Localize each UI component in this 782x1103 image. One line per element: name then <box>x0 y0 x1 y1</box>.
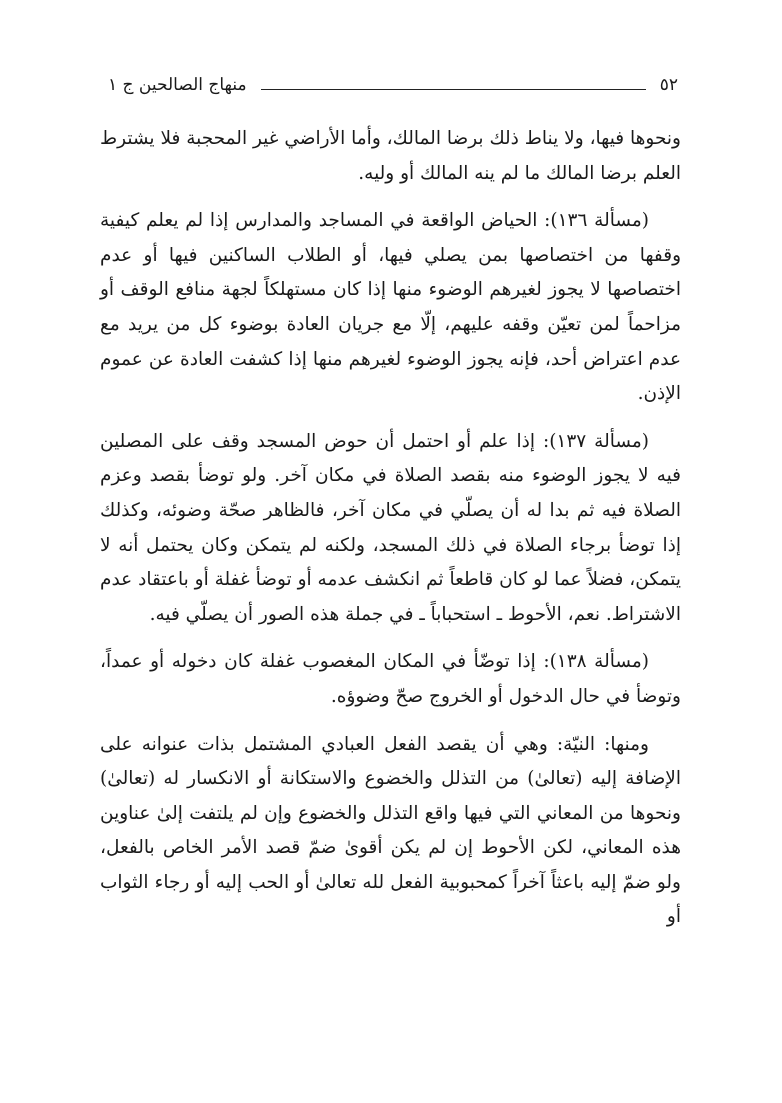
paragraph-continuation: ونحوها فيها، ولا يناط ذلك برضا المالك، وأما الأراضي غير المحجبة فلا يشترط العلم برضا المالك ما لم ينه المالك أو وليه. <box>100 128 681 184</box>
paragraph-masala-138: (مسألة ١٣٨): إذا توضّأ في المكان المغصوب غفلة كان دخوله أو عمداً، وتوضأ في حال الدخول أو الخروج صحّ وضوؤه. <box>100 651 681 707</box>
paragraph-masala-137: (مسألة ١٣٧): إذا علم أو احتمل أن حوض المسجد وقف على المصلين فيه لا يجوز الوضوء منه بقصد الصلاة في مكان آخر. ولو توضأ بقصد وعزم الصلاة فيه ثم بدا له أن يصلّي في مكان آخر، فالظاهر صحّة وضوئه، وكذلك إذا توضأ برجاء الصلاة في ذلك المسجد، ولكنه لم يتمكن وكان يحتمل أنه لا يتمكن، فضلاً عما لو كان قاطعاً ثم انكشف عدمه أو توضأ غفلة أو باعتقاد عدم الاشتراط. نعم، الأحوط ـ استحباباً ـ في جملة هذه الصور أن يصلّي فيه. <box>100 430 681 625</box>
header-rule <box>261 89 646 90</box>
paragraph-niyya: ومنها: النيّة: وهي أن يقصد الفعل العبادي المشتمل بذات عنوانه على الإضافة إليه (تعالىٰ) من التذلل والخضوع والاستكانة أو الانكسار له (تعالىٰ) ونحوها من المعاني التي فيها واقع التذلل والخضوع وإن لم يلتفت إلىٰ عناوين هذه المعاني، لكن الأحوط إن لم يكن أقوىٰ ضمّ قصد الأمر الخاص بالفعل، ولو ضمّ إليه باعثاً آخراً كمحبوبية الفعل لله تعالىٰ أو الحب إليه أو رجاء الثواب أو <box>100 733 681 928</box>
page-header <box>108 70 678 100</box>
book-title: منهاج الصالحين ج ١ <box>108 75 247 95</box>
page-number: ٥٢ <box>659 75 678 95</box>
page-body <box>100 122 681 935</box>
paragraph-masala-136: (مسألة ١٣٦): الحياض الواقعة في المساجد والمدارس إذا لم يعلم كيفية وقفها من اختصاصها بمن يصلي فيها، أو الطلاب الساكنين فيها أو عدم اختصاصها لا يجوز لغيرهم الوضوء منها إذا كان مستهلكاً لجهة منافع الوقف أو مزاحماً لمن تعيّن وقفه عليهم، إلّا مع جريان العادة بوضوء كل من يريد مع عدم اعتراض أحد، فإنه يجوز الوضوء لغيرهم منها إذا كشفت العادة عن عموم الإذن. <box>100 210 681 405</box>
